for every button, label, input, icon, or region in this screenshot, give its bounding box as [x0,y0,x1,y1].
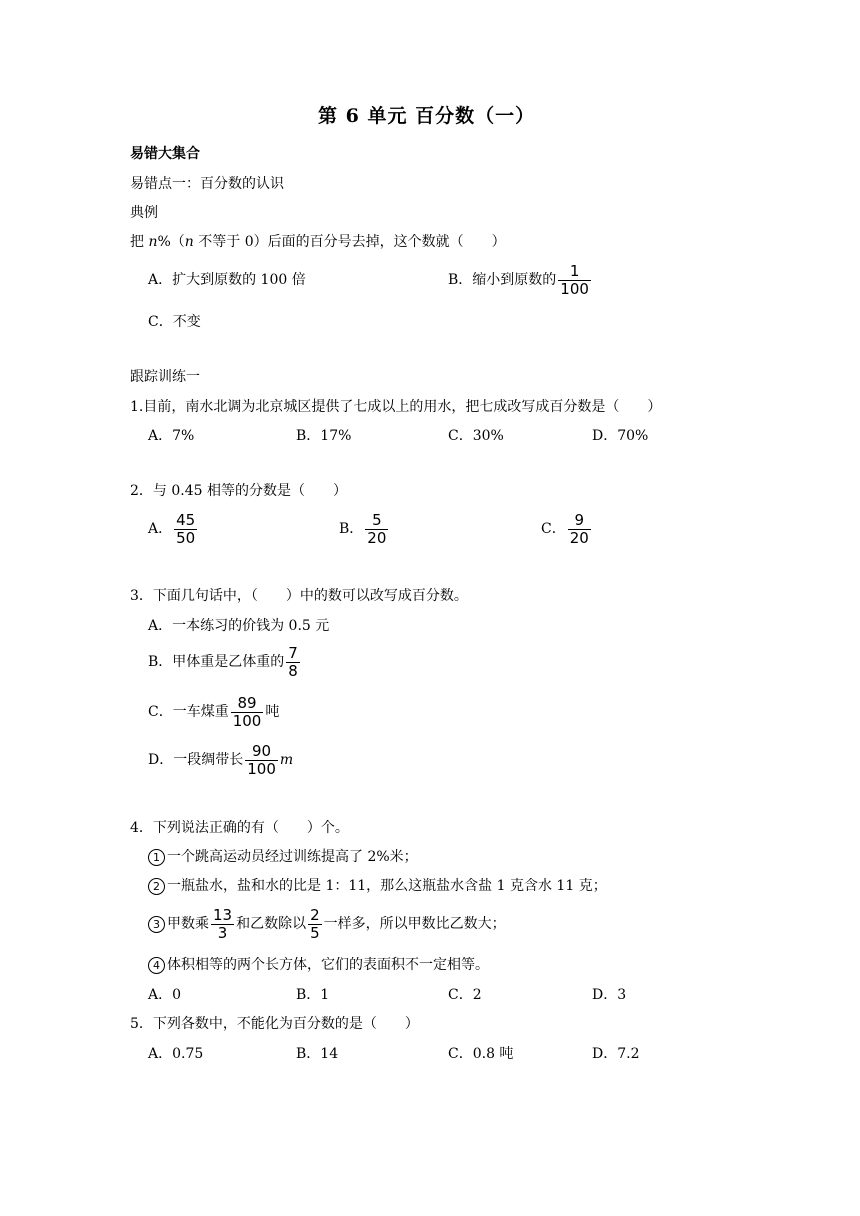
example-label: 典例 [130,205,158,221]
q4-option-a: A．0 [148,987,182,1003]
example-option-a: A．扩大到原数的 100 倍 [148,272,306,288]
section-heading: 易错大集合 [130,146,200,162]
page-title: 第 6 单元 百分数（一） [318,105,536,127]
q4-option-d: D．3 [592,987,627,1003]
q3-option-b: B．甲体重是乙体重的 $\frac{7}{8}$ [148,643,298,680]
q4-option-b: B．1 [296,987,330,1003]
example-question: 把 n%（n 不等于 0）后面的百分号去掉，这个数就（ ） [130,234,506,250]
q2-option-c: C． $\frac{9}{20}$ [541,510,589,547]
q5-option-a: A．0.75 [148,1046,204,1062]
fraction: $\frac{45}{50}$ [176,510,196,547]
fraction: $\frac{90}{100}$ [247,741,276,778]
q2-option-b: B． $\frac{5}{20}$ [339,510,387,547]
fraction: $\frac{1}{100}$ [560,261,589,298]
question-5: 5．下列各数中，不能化为百分数的是（ ） [130,1016,419,1032]
q1-option-c: C．30% [448,428,504,444]
q1-option-a: A．7% [148,428,195,444]
q4-option-c: C．2 [448,987,482,1003]
question-4: 4．下列说法正确的有（ ）个。 [130,820,349,836]
q3-option-d: D．一段绸带长 $\frac{90}{100}$ m [148,741,294,778]
fraction: $\frac{5}{20}$ [367,510,387,547]
example-option-b: B．缩小到原数的 $\frac{1}{100}$ [448,261,589,298]
q4-statement-1: 1 一个跳高运动员经过训练提高了 2%米； [148,847,418,867]
fraction: $\frac{2}{5}$ [310,905,320,942]
q2-option-a: A． $\frac{45}{50}$ [148,510,196,547]
q5-option-d: D．7.2 [592,1046,640,1062]
q1-option-d: D．70% [592,428,649,444]
fraction: $\frac{13}{3}$ [213,905,233,942]
q4-statement-4: 4 体积相等的两个长方体，它们的表面积不一定相等。 [148,955,489,975]
question-1: 1.目前，南水北调为北京城区提供了七成以上的用水，把七成改写成百分数是（ ） [130,399,662,415]
q5-option-c: C．0.8 吨 [448,1046,514,1062]
q3-option-a: A．一本练习的价钱为 0.5 元 [148,618,330,634]
q5-option-b: B．14 [296,1046,339,1062]
q4-statement-2: 2 一瓶盐水，盐和水的比是 1：11，那么这瓶盐水含盐 1 克含水 11 克； [148,876,607,896]
training-label: 跟踪训练一 [130,369,200,385]
fraction: $\frac{7}{8}$ [288,643,298,680]
q1-option-b: B．17% [296,428,352,444]
fraction: $\frac{89}{100}$ [232,693,262,730]
error-point-heading: 易错点一：百分数的认识 [130,176,284,192]
q4-statement-3: 3 甲数乘 $\frac{13}{3}$ 和乙数除以 $\frac{2}{5}$ 一样多，所以甲数比乙数大； [148,904,506,944]
q3-option-c: C．一车煤重 $\frac{89}{100}$ 吨 [148,693,280,730]
question-3: 3．下面几句话中，（ ）中的数可以改写成百分数。 [130,588,468,604]
example-option-c: C．不变 [148,314,201,330]
question-2: 2．与 0.45 相等的分数是（ ） [130,483,347,499]
fraction: $\frac{9}{20}$ [569,510,589,547]
